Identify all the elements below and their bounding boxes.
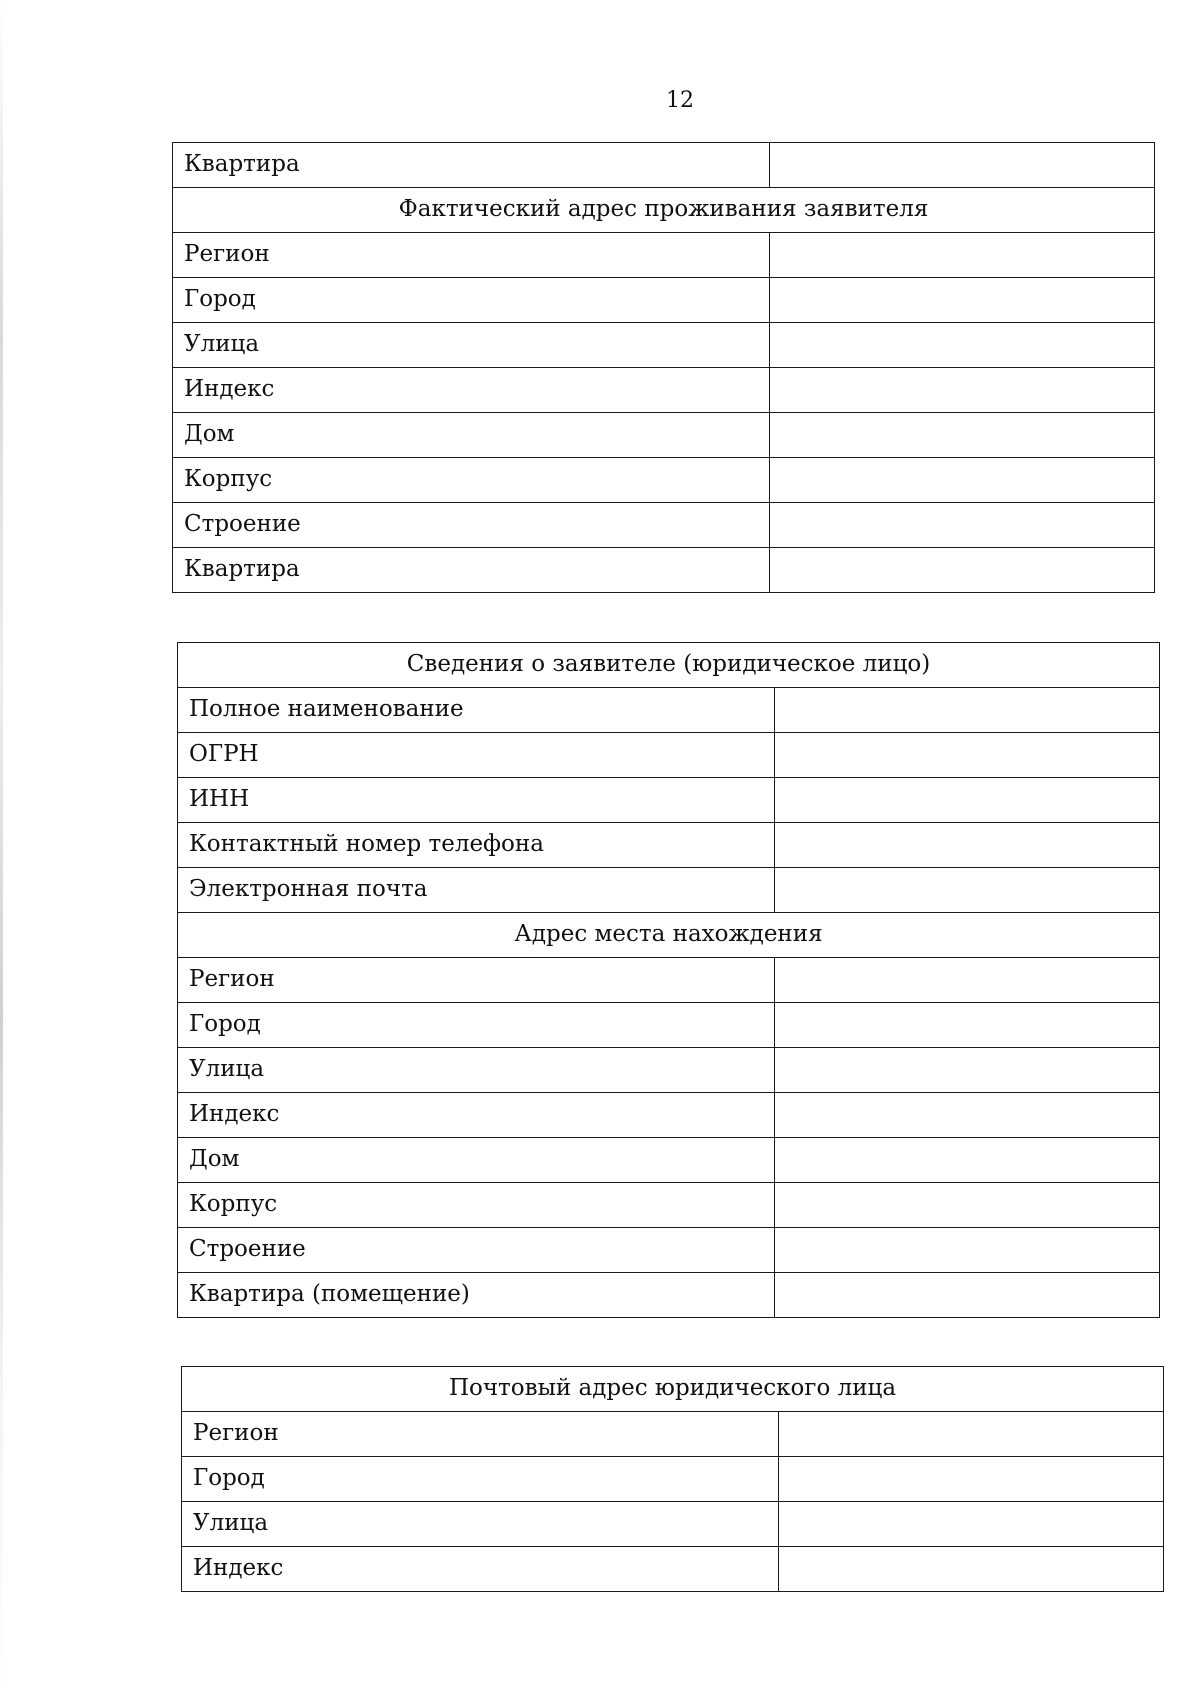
field-label-structure: Строение bbox=[178, 1228, 775, 1273]
table-row bbox=[178, 1093, 1160, 1138]
field-value-building[interactable] bbox=[770, 458, 1155, 503]
field-value-ogrn[interactable] bbox=[775, 733, 1160, 778]
residence-address-table bbox=[172, 142, 1155, 593]
field-value-apartment[interactable] bbox=[770, 548, 1155, 593]
field-label-ogrn: ОГРН bbox=[178, 733, 775, 778]
field-label-street: Улица bbox=[178, 1048, 775, 1093]
field-label-phone: Контактный номер телефона bbox=[178, 823, 775, 868]
field-label-apartment-premises: Квартира (помещение) bbox=[178, 1273, 775, 1318]
field-label-full-name: Полное наименование bbox=[178, 688, 775, 733]
field-label-city: Город bbox=[182, 1457, 779, 1502]
field-value-building[interactable] bbox=[775, 1183, 1160, 1228]
table-row bbox=[178, 1273, 1160, 1318]
field-label-building: Корпус bbox=[173, 458, 770, 503]
section-title-location-address: Адрес места нахождения bbox=[178, 913, 1160, 958]
field-value-postal-code[interactable] bbox=[775, 1093, 1160, 1138]
field-label-inn: ИНН bbox=[178, 778, 775, 823]
table-row bbox=[173, 368, 1155, 413]
field-value-email[interactable] bbox=[775, 868, 1160, 913]
field-value-apartment-premises[interactable] bbox=[775, 1273, 1160, 1318]
field-value-house[interactable] bbox=[775, 1138, 1160, 1183]
field-value-inn[interactable] bbox=[775, 778, 1160, 823]
field-label-region: Регион bbox=[178, 958, 775, 1003]
table-row bbox=[178, 1228, 1160, 1273]
legal-entity-applicant-table bbox=[177, 642, 1160, 1318]
table-row bbox=[178, 958, 1160, 1003]
field-label-building: Корпус bbox=[178, 1183, 775, 1228]
field-value-region[interactable] bbox=[770, 233, 1155, 278]
section-row bbox=[173, 188, 1155, 233]
field-label-street: Улица bbox=[173, 323, 770, 368]
table-row bbox=[173, 503, 1155, 548]
page-number: 12 bbox=[666, 88, 694, 113]
table-row bbox=[178, 733, 1160, 778]
field-value-house[interactable] bbox=[770, 413, 1155, 458]
field-value-structure[interactable] bbox=[775, 1228, 1160, 1273]
table-row bbox=[178, 823, 1160, 868]
field-label-house: Дом bbox=[173, 413, 770, 458]
field-label-postal-code: Индекс bbox=[178, 1093, 775, 1138]
table-row bbox=[173, 413, 1155, 458]
field-value-street[interactable] bbox=[779, 1502, 1164, 1547]
field-value-postal-code[interactable] bbox=[770, 368, 1155, 413]
field-label-apartment: Квартира bbox=[173, 143, 770, 188]
field-label-apartment: Квартира bbox=[173, 548, 770, 593]
section-row bbox=[178, 913, 1160, 958]
field-label-city: Город bbox=[178, 1003, 775, 1048]
field-label-city: Город bbox=[173, 278, 770, 323]
table-row bbox=[182, 1412, 1164, 1457]
table-row bbox=[178, 1183, 1160, 1228]
field-value-postal-code[interactable] bbox=[779, 1547, 1164, 1592]
table-row bbox=[178, 868, 1160, 913]
field-value-structure[interactable] bbox=[770, 503, 1155, 548]
field-value-street[interactable] bbox=[775, 1048, 1160, 1093]
field-value-phone[interactable] bbox=[775, 823, 1160, 868]
field-label-region: Регион bbox=[173, 233, 770, 278]
table-row bbox=[178, 1003, 1160, 1048]
field-label-structure: Строение bbox=[173, 503, 770, 548]
table-row bbox=[173, 278, 1155, 323]
field-value-full-name[interactable] bbox=[775, 688, 1160, 733]
field-label-street: Улица bbox=[182, 1502, 779, 1547]
table-row bbox=[178, 688, 1160, 733]
field-label-region: Регион bbox=[182, 1412, 779, 1457]
section-title-actual-residence: Фактический адрес проживания заявителя bbox=[173, 188, 1155, 233]
field-value-city[interactable] bbox=[779, 1457, 1164, 1502]
table-row bbox=[182, 1457, 1164, 1502]
section-title-legal-entity-applicant: Сведения о заявителе (юридическое лицо) bbox=[178, 643, 1160, 688]
table-row bbox=[173, 458, 1155, 503]
scan-edge-shadow bbox=[0, 0, 3, 1697]
table-row bbox=[178, 1138, 1160, 1183]
table-row bbox=[173, 548, 1155, 593]
table-row bbox=[173, 143, 1155, 188]
field-value-apartment[interactable] bbox=[770, 143, 1155, 188]
field-value-city[interactable] bbox=[775, 1003, 1160, 1048]
table-row bbox=[178, 1048, 1160, 1093]
table-row bbox=[178, 778, 1160, 823]
field-label-postal-code: Индекс bbox=[182, 1547, 779, 1592]
table-row bbox=[173, 233, 1155, 278]
table-row bbox=[173, 323, 1155, 368]
section-row bbox=[178, 643, 1160, 688]
field-value-region[interactable] bbox=[775, 958, 1160, 1003]
table-row bbox=[182, 1502, 1164, 1547]
section-title-postal-address: Почтовый адрес юридического лица bbox=[182, 1367, 1164, 1412]
field-label-email: Электронная почта bbox=[178, 868, 775, 913]
field-label-postal-code: Индекс bbox=[173, 368, 770, 413]
field-value-region[interactable] bbox=[779, 1412, 1164, 1457]
field-label-house: Дом bbox=[178, 1138, 775, 1183]
field-value-street[interactable] bbox=[770, 323, 1155, 368]
table-row bbox=[182, 1547, 1164, 1592]
legal-entity-postal-address-table bbox=[181, 1366, 1164, 1592]
field-value-city[interactable] bbox=[770, 278, 1155, 323]
section-row bbox=[182, 1367, 1164, 1412]
